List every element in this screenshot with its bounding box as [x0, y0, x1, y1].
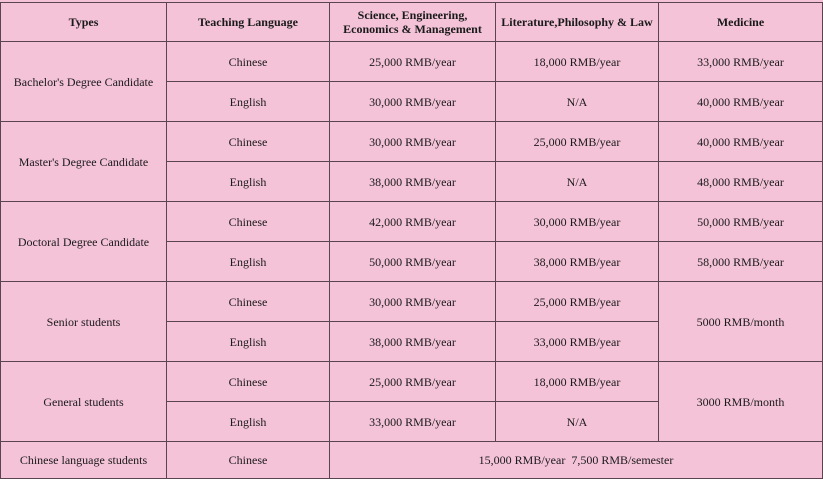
cell-science-fee: 30,000 RMB/year — [330, 82, 496, 122]
cell-medicine-fee: 58,000 RMB/year — [659, 242, 823, 282]
cell-language-course-fee: 15,000 RMB/year 7,500 RMB/semester — [330, 442, 823, 479]
cell-medicine-fee: 48,000 RMB/year — [659, 162, 823, 202]
header-types: Types — [1, 3, 167, 42]
cell-literature-fee: N/A — [496, 402, 659, 442]
row-type-doctoral: Doctoral Degree Candidate — [1, 202, 167, 282]
header-literature-philosophy-law: Literature,Philosophy & Law — [496, 3, 659, 42]
cell-literature-fee: 30,000 RMB/year — [496, 202, 659, 242]
cell-science-fee: 30,000 RMB/year — [330, 282, 496, 322]
table-row — [1, 442, 823, 479]
cell-language: Chinese — [167, 282, 330, 322]
cell-language: English — [167, 162, 330, 202]
cell-literature-fee: 33,000 RMB/year — [496, 322, 659, 362]
row-type-general: General students — [1, 362, 167, 442]
row-type-senior: Senior students — [1, 282, 167, 362]
table-row — [1, 122, 823, 162]
cell-language: Chinese — [167, 42, 330, 82]
cell-science-fee: 33,000 RMB/year — [330, 402, 496, 442]
cell-medicine-fee-merged: 5000 RMB/month — [659, 282, 823, 362]
header-teaching-language: Teaching Language — [167, 3, 330, 42]
cell-language: English — [167, 82, 330, 122]
header-row — [1, 3, 823, 42]
row-type-master: Master's Degree Candidate — [1, 122, 167, 202]
cell-science-fee: 25,000 RMB/year — [330, 362, 496, 402]
cell-literature-fee: 38,000 RMB/year — [496, 242, 659, 282]
cell-medicine-fee: 40,000 RMB/year — [659, 122, 823, 162]
cell-science-fee: 30,000 RMB/year — [330, 122, 496, 162]
row-type-chinese-language: Chinese language students — [1, 442, 167, 479]
cell-science-fee: 38,000 RMB/year — [330, 322, 496, 362]
cell-language: Chinese — [167, 122, 330, 162]
table-row — [1, 362, 823, 402]
cell-science-fee: 50,000 RMB/year — [330, 242, 496, 282]
cell-literature-fee: N/A — [496, 162, 659, 202]
cell-language: English — [167, 402, 330, 442]
cell-medicine-fee-merged: 3000 RMB/month — [659, 362, 823, 442]
cell-medicine-fee: 50,000 RMB/year — [659, 202, 823, 242]
cell-medicine-fee: 40,000 RMB/year — [659, 82, 823, 122]
cell-science-fee: 38,000 RMB/year — [330, 162, 496, 202]
row-type-bachelor: Bachelor's Degree Candidate — [1, 42, 167, 122]
cell-medicine-fee: 33,000 RMB/year — [659, 42, 823, 82]
cell-literature-fee: 18,000 RMB/year — [496, 362, 659, 402]
table-row — [1, 282, 823, 322]
cell-literature-fee: 18,000 RMB/year — [496, 42, 659, 82]
header-medicine: Medicine — [659, 3, 823, 42]
cell-language: Chinese — [167, 442, 330, 479]
cell-literature-fee: 25,000 RMB/year — [496, 282, 659, 322]
cell-science-fee: 25,000 RMB/year — [330, 42, 496, 82]
header-science-engineering — [330, 3, 496, 42]
header-science-line1: Science, Engineering, — [357, 8, 468, 22]
cell-language: Chinese — [167, 202, 330, 242]
cell-literature-fee: 25,000 RMB/year — [496, 122, 659, 162]
cell-language: Chinese — [167, 362, 330, 402]
cell-literature-fee: N/A — [496, 82, 659, 122]
cell-language: English — [167, 242, 330, 282]
table-row — [1, 202, 823, 242]
table-row — [1, 42, 823, 82]
cell-science-fee: 42,000 RMB/year — [330, 202, 496, 242]
cell-language: English — [167, 322, 330, 362]
header-science-line2: Economics & Management — [343, 22, 482, 36]
tuition-fee-table — [0, 2, 823, 479]
